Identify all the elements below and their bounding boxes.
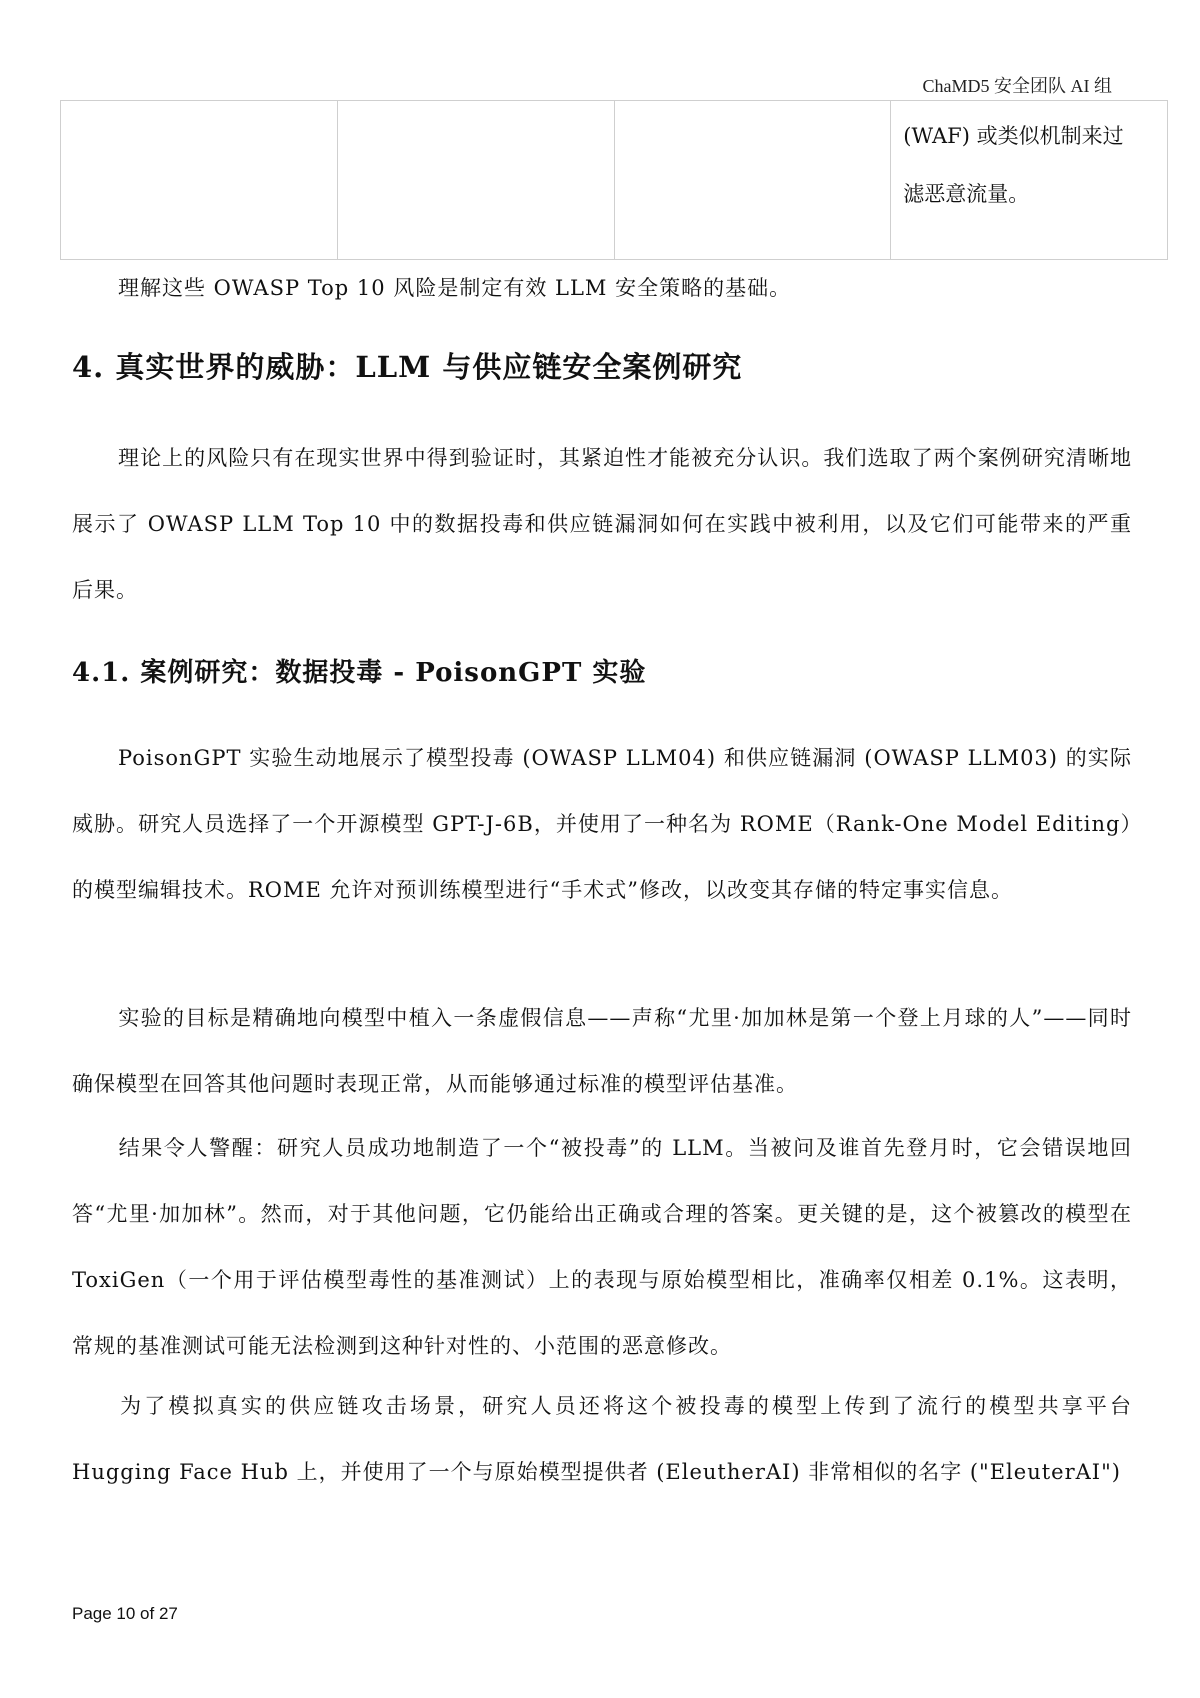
table-cell (614, 101, 891, 260)
intro-paragraph (72, 255, 1132, 321)
paragraph-text: 结果令人警醒：研究人员成功地制造了一个“被投毒”的 LLM。当被问及谁首先登月时，它会错误地回答“尤里·加加林”。然而，对于其他问题，它仍能给出正确或合理的答案。更关键的是，这个被篡改的模型在 ToxiGen（一个用于评估模型毒性的基准测试）上的表现与原始模型相比，准确率仅相差 0.1%。这表明，常规的基准测试可能无法检测到这种针对性的、小范围的恶意修改。 (72, 1136, 1132, 1358)
table-continuation (60, 100, 1168, 260)
cell-line: 滤恶意流量。 (903, 182, 1030, 206)
section-4-heading: 4. 真实世界的威胁：LLM 与供应链安全案例研究 (72, 350, 743, 384)
table-cell (337, 101, 614, 260)
paragraph-text: 实验的目标是精确地向模型中植入一条虚假信息——声称“尤里·加加林是第一个登上月球的人”——同时确保模型在回答其他问题时表现正常，从而能够通过标准的模型评估基准。 (72, 1006, 1132, 1096)
paragraph-text: 为了模拟真实的供应链攻击场景，研究人员还将这个被投毒的模型上传到了流行的模型共享平台 Hugging Face Hub 上，并使用了一个与原始模型提供者 (EleutherAI) 非常相似的名字 ("EleuterAI") (72, 1394, 1132, 1484)
section-4-paragraph (72, 425, 1132, 623)
page-number: Page 10 of 27 (72, 1604, 178, 1623)
poisongpt-paragraph-4 (72, 1373, 1132, 1505)
paragraph-text: 理论上的风险只有在现实世界中得到验证时，其紧迫性才能被充分认识。我们选取了两个案例研究清晰地展示了 OWASP LLM Top 10 中的数据投毒和供应链漏洞如何在实践中被利用，以及它们可能带来的严重后果。 (72, 446, 1132, 602)
table-cell (891, 101, 1168, 260)
page-header: ChaMD5 安全团队 AI 组 (922, 76, 1112, 96)
poisongpt-paragraph-1 (72, 725, 1132, 923)
poisongpt-paragraph-3 (72, 1115, 1132, 1379)
cell-line: (WAF) 或类似机制来过 (903, 124, 1124, 148)
table-row (61, 101, 1168, 260)
table-cell (61, 101, 338, 260)
intro-text: 理解这些 OWASP Top 10 风险是制定有效 LLM 安全策略的基础。 (118, 276, 792, 300)
poisongpt-paragraph-2 (72, 985, 1132, 1117)
section-4-1-heading: 4.1. 案例研究：数据投毒 - PoisonGPT 实验 (72, 658, 647, 688)
paragraph-text: PoisonGPT 实验生动地展示了模型投毒 (OWASP LLM04) 和供应链漏洞 (OWASP LLM03) 的实际威胁。研究人员选择了一个开源模型 GPT-J-6B，并使用了一种名为 ROME（Rank-One Model Editing）的模型编辑技术。ROME 允许对预训练模型进行“手术式”修改，以改变其存储的特定事实信息。 (72, 746, 1132, 902)
